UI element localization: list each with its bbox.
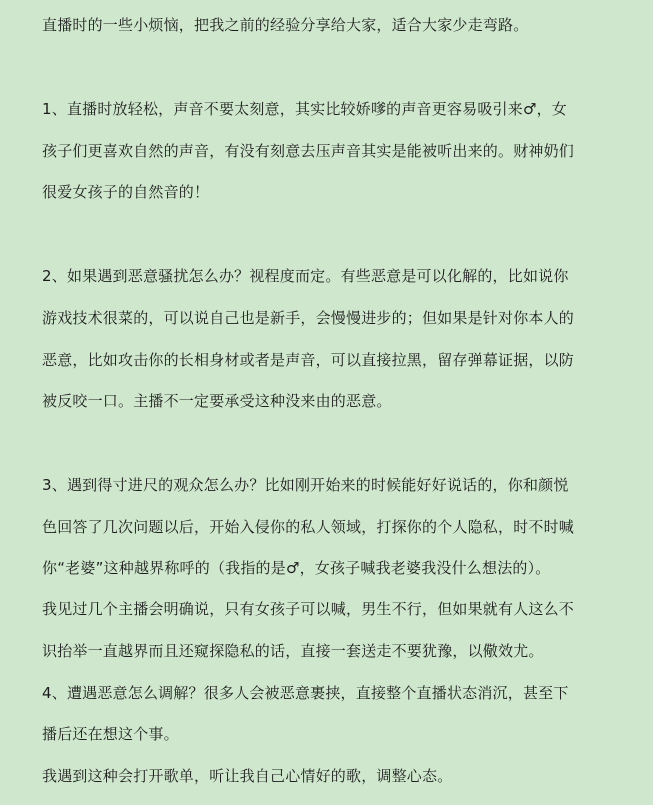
tip3-line-1: 3、遇到得寸进尺的观众怎么办？比如刚开始来的时候能好好说话的，你和颜悦 <box>42 476 569 494</box>
tip4-line-1: 4、遭遇恶意怎么调解？很多人会被恶意裹挟，直接整个直播状态消沉，甚至下 <box>42 684 569 702</box>
tip4-line-2: 播后还在想这个事。 <box>42 725 179 743</box>
tip1-line-3: 很爱女孩子的自然音的！ <box>42 183 210 201</box>
tip3-line-3: 你“老婆”这种越界称呼的（我指的是♂，女孩子喊我老婆我没什么想法的）。 <box>42 559 551 577</box>
tip2-line-3: 恶意，比如攻击你的长相身材或者是声音，可以直接拉黑，留存弹幕证据，以防 <box>42 351 575 369</box>
tip3-line-2: 色回答了几次问题以后，开始入侵你的私人领域，打探你的个人隐私，时不时喊 <box>42 518 575 536</box>
tip3-line-4: 我见过几个主播会明确说，只有女孩子可以喊，男生不行，但如果就有人这么不 <box>42 600 575 618</box>
tip2-line-1: 2、如果遇到恶意骚扰怎么办？视程度而定。有些恶意是可以化解的，比如说你 <box>42 267 569 285</box>
tip1-line-2: 孩子们更喜欢自然的声音，有没有刻意去压声音其实是能被听出来的。财神奶们 <box>42 142 575 160</box>
tip3-line-5: 识抬举一直越界而且还窥探隐私的话，直接一套送走不要犹豫，以儆效尤。 <box>42 642 544 660</box>
tip2-line-4: 被反咬一口。主播不一定要承受这种没来由的恶意。 <box>42 392 392 410</box>
intro-line: 直播时的一些小烦恼，把我之前的经验分享给大家，适合大家少走弯路。 <box>42 16 529 34</box>
tip2-line-2: 游戏技术很菜的，可以说自己也是新手，会慢慢进步的；但如果是针对你本人的 <box>42 309 575 327</box>
closing-line: 我遇到这种会打开歌单，听让我自己心情好的歌，调整心态。 <box>42 767 453 785</box>
tip1-line-1: 1、直播时放轻松，声音不要太刻意，其实比较娇嗲的声音更容易吸引来♂，女 <box>42 100 567 118</box>
